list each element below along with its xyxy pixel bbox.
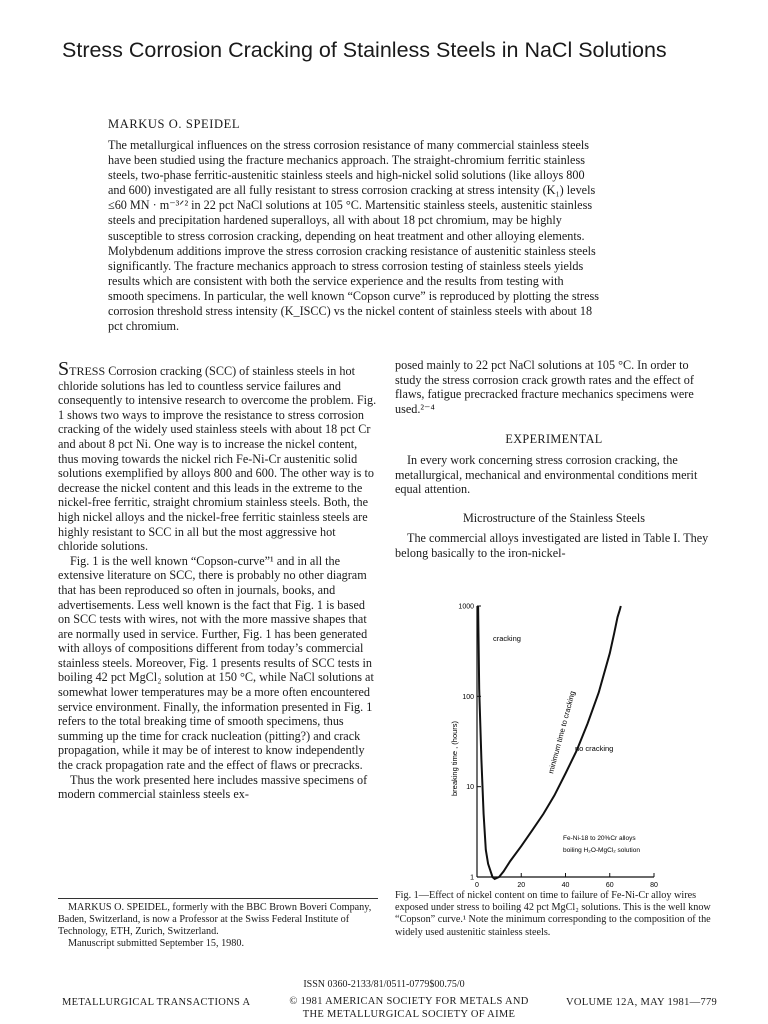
body-paragraph: Fig. 1 is the well known “Copson-curve”¹ and in all the extensive literature on SCC, there is probably no other diagram that has been reproduced so often in journals, books, and advertisements. Less well known is the fact that Fig. 1 is based on SCC tests with wires, not with the more massive shapes that are normally used in service. Further, Fig. 1 has been generated with alloys of compositions different from today’s commercial stainless steels. Moreover, Fig. 1 presents results of SCC tests in boiling 42 pct MgCl₂ solution at 150 °C, while NaCl solutions at somewhat lower temperatures may be a more often encountered service environment. Finally, the information presented in Fig. 1 refers to the total breaking time of smooth specimens, thus summing up the time for crack nucleation (pitting?) and crack propagation, while it may be of interest to know independently the crack propagation rate and the effect of flaws or precracks. xyxy=(58,553,374,773)
footnote-submission: Manuscript submitted September 15, 1980. xyxy=(68,938,244,949)
body-paragraph: posed mainly to 22 pct NaCl solutions at 105 °C. In order to study the stress corrosion crack growth rates and the effect of flaws, fatigue precracked fracture mechanics specimens were used.²⁻⁴ xyxy=(395,358,694,416)
copyright-line-2: THE METALLURGICAL SOCIETY OF AIME xyxy=(302,1008,516,1020)
body-paragraph: Thus the work presented here includes massive specimens of modern commercial stainless steels ex- xyxy=(58,772,368,802)
volume-page: VOLUME 12A, MAY 1981—779 xyxy=(566,997,718,1008)
legend-line-1: Fe-Ni-18 to 20%Cr alloys xyxy=(563,835,636,842)
copyright xyxy=(274,996,544,1021)
issn-line: ISSN 0360-2133/81/0511-0779$00.75/0 xyxy=(303,979,465,990)
no-cracking-region-label: no cracking xyxy=(575,744,614,753)
y-tick-label: 10 xyxy=(466,784,474,792)
y-tick-label: 1 xyxy=(470,874,474,882)
x-tick-label: 60 xyxy=(605,882,614,889)
body-column-right xyxy=(395,358,713,561)
copson-curve-figure xyxy=(395,596,715,892)
abstract: The metallurgical influences on the stress corrosion resistance of many commercial stainless steels have been studied using the fracture mechanics approach. The straight-chromium ferritic stainless steels, two-phase ferritic-austenitic stainless steels and high-nickel solid solutions (like alloys 800 and 600) investigated are all fully resistant to stress corrosion cracking at stress intensity (K₁) levels ≤60 MN · m⁻³ᐟ² in 22 pct NaCl solutions at 105 °C. Martensitic stainless steels, austenitic stainless steels and precipitation hardened superalloys, all with about 18 pct chromium, may be highly susceptible to stress corrosion cracking, depending on heat treatment and other alloying elements. Molybdenum additions improve the stress corrosion cracking resistance of austenitic stainless steels significantly. The fracture mechanics approach to stress corrosion testing of stainless steels yields results which are consistent with both the service experience and the results from testing with smooth specimens. In particular, the well known “Copson curve” is reproduced by plotting the stress corrosion threshold stress intensity (K_ISCC) vs the nickel content of stainless steels with about 18 pct chromium. xyxy=(108,138,599,334)
x-tick-label: 20 xyxy=(517,882,526,889)
body-paragraph: In every work concerning stress corrosion cracking, the metallurgical, mechanical and environmental conditions merit equal attention. xyxy=(395,452,698,497)
body-column-left xyxy=(58,358,378,802)
small-caps-lead: TRESS xyxy=(69,364,106,378)
cracking-region-label: cracking xyxy=(493,634,521,643)
y-tick-label: 100 xyxy=(462,693,474,701)
section-heading: EXPERIMENTAL xyxy=(505,432,603,447)
body-paragraph: The commercial alloys investigated are listed in Table I. They belong basically to the iron-nickel- xyxy=(395,531,709,560)
author-name: MARKUS O. SPEIDEL xyxy=(108,117,241,131)
author-footnote xyxy=(58,898,378,950)
x-tick-label: 80 xyxy=(650,882,658,889)
x-tick-label: 40 xyxy=(561,882,570,889)
y-tick-label: 1000 xyxy=(458,603,474,611)
body-paragraph xyxy=(58,358,378,554)
y-tick-labels xyxy=(458,604,481,882)
paragraph-text: Corrosion cracking (SCC) of stainless steels in hot chloride solutions has led to countless service failures and consequently to intensive research to overcome the problem. Fig. 1 shows two ways to improve the resistance to stress corrosion cracking of the widely used stainless steels with about 18 pct Cr and about 8 pct Ni. One way is to increase the nickel content, thus moving towards the nickel rich Fe-Ni-Cr austenitic solid solutions exemplified by alloys 800 and 600. The other way is to decrease the nickel content and this leads in the extreme to the nickel-free ferritic, straight chromium stainless steels. Both, the high nickel alloys and the nickel-free ferritic stainless steels are highly resistant to SCC in all but the most aggressive hot chloride solutions. xyxy=(58,364,377,554)
legend-line-2: boiling H₂O-MgCl₂ solution xyxy=(563,847,640,854)
copyright-line-1: © 1981 AMERICAN SOCIETY FOR METALS AND xyxy=(289,996,529,1007)
subsection-heading: Microstructure of the Stainless Steels xyxy=(462,510,646,525)
y-axis-title: breaking time , (hours) xyxy=(450,720,459,796)
drop-cap: S xyxy=(58,358,70,380)
footnote-affiliation: MARKUS O. SPEIDEL, formerly with the BBC Brown Boveri Company, Baden, Switzerland, is now a Professor at the Swiss Federal Institute of Technology, ETH, Zurich, Switzerland. xyxy=(58,902,372,937)
curve-label: minimum time to cracking xyxy=(546,690,577,775)
x-tick-labels xyxy=(475,873,658,889)
x-tick-label: 0 xyxy=(475,882,479,889)
figure-caption: Fig. 1—Effect of nickel content on time to failure of Fe-Ni-Cr alloy wires exposed under stress to boiling 42 pct MgCl₂ solutions. This is the well know “Copson” curve.¹ Note the minimum corresponding to the composition of the widely used austenitic stainless steels. xyxy=(395,890,711,938)
paper-title: Stress Corrosion Cracking of Stainless Steels in NaCl Solutions xyxy=(62,38,667,62)
journal-name: METALLURGICAL TRANSACTIONS A xyxy=(62,997,251,1008)
